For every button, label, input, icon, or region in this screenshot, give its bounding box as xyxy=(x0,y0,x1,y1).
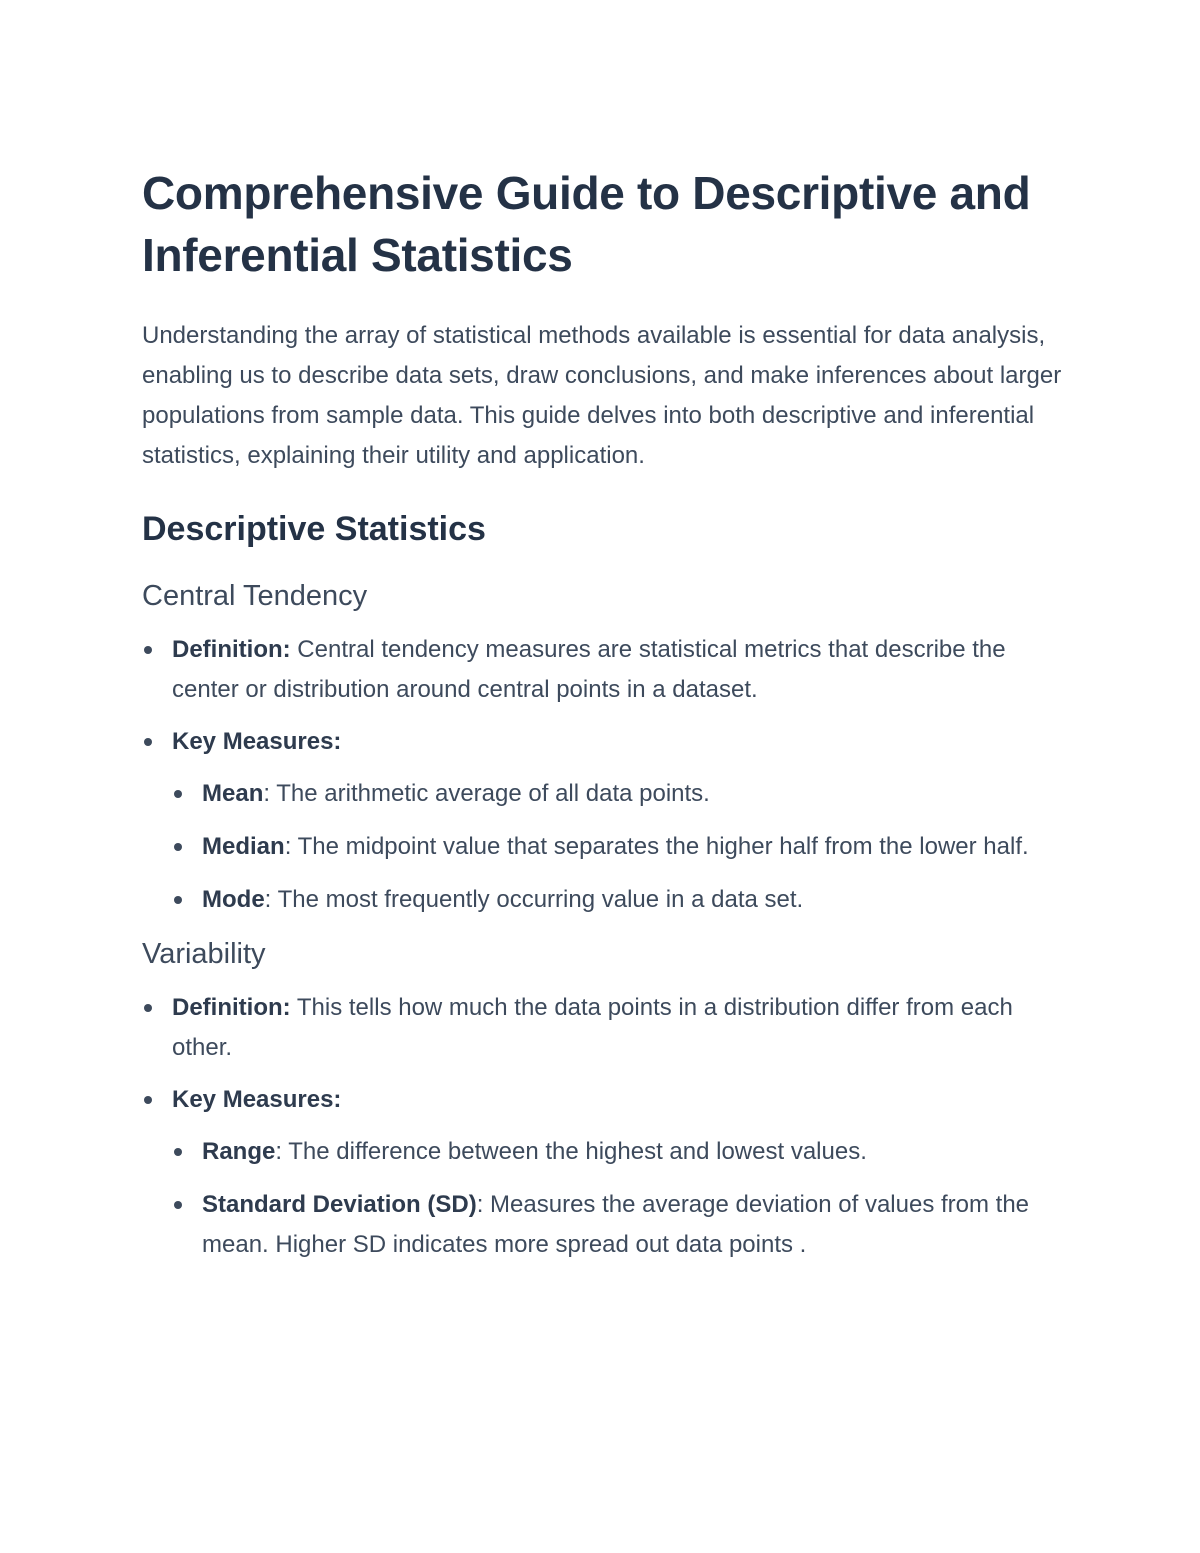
central-tendency-measures-list xyxy=(172,774,1067,920)
list-item-range xyxy=(172,1132,1067,1172)
measure-term: Range xyxy=(202,1138,276,1165)
definition-label: Definition: xyxy=(172,994,291,1021)
key-measures-label: Key Measures: xyxy=(172,1086,342,1113)
intro-paragraph: Understanding the array of statistical methods available is essential for data analysis, enabling us to describe data sets, draw conclusions, and make inferences about larger populations from sample data. This guide delves into both descriptive and inferential statistics, explaining their utility and application. xyxy=(142,322,1062,469)
variability-measures-list xyxy=(172,1132,1067,1265)
list-item-mean xyxy=(172,774,1067,814)
measure-text: The midpoint value that separates the higher half from the lower half. xyxy=(291,833,1029,860)
measure-text: The arithmetic average of all data points. xyxy=(270,780,710,807)
section-heading-descriptive-statistics: Descriptive Statistics xyxy=(142,510,486,548)
list-item-median xyxy=(172,827,1067,867)
measure-separator: : xyxy=(476,1191,484,1218)
measure-term: Median xyxy=(202,833,285,860)
measure-text: The most frequently occurring value in a data set. xyxy=(271,886,804,913)
central-tendency-list xyxy=(142,630,1067,920)
measure-text: The difference between the highest and lowest values. xyxy=(282,1138,867,1165)
list-item-standard-deviation xyxy=(172,1185,1067,1265)
list-item-key-measures xyxy=(142,1080,1067,1265)
subheading-central-tendency: Central Tendency xyxy=(142,580,368,612)
measure-separator: : xyxy=(263,780,271,807)
measure-separator: : xyxy=(264,886,272,913)
definition-label: Definition: xyxy=(172,636,291,663)
measure-separator: : xyxy=(275,1138,283,1165)
list-item-definition xyxy=(142,988,1067,1068)
list-item-definition xyxy=(142,630,1067,710)
document-page xyxy=(142,162,1067,1277)
measure-term: Mode xyxy=(202,886,265,913)
measure-term: Mean xyxy=(202,780,264,807)
definition-text: This tells how much the data points in a distribution differ from each other. xyxy=(172,994,1013,1061)
list-item-key-measures xyxy=(142,722,1067,920)
definition-text: Central tendency measures are statistical metrics that describe the center or distribution around central points in a dataset. xyxy=(172,636,1006,703)
document-title: Comprehensive Guide to Descriptive and Inferential Statistics xyxy=(142,167,1031,281)
variability-list xyxy=(142,988,1067,1265)
subheading-variability: Variability xyxy=(142,938,266,970)
measure-term: Standard Deviation (SD) xyxy=(202,1191,477,1218)
measure-text: Measures the average deviation of values from the mean. Higher SD indicates more spread out data points . xyxy=(202,1191,1030,1258)
measure-separator: : xyxy=(284,833,292,860)
key-measures-label: Key Measures: xyxy=(172,728,342,755)
list-item-mode xyxy=(172,880,1067,920)
